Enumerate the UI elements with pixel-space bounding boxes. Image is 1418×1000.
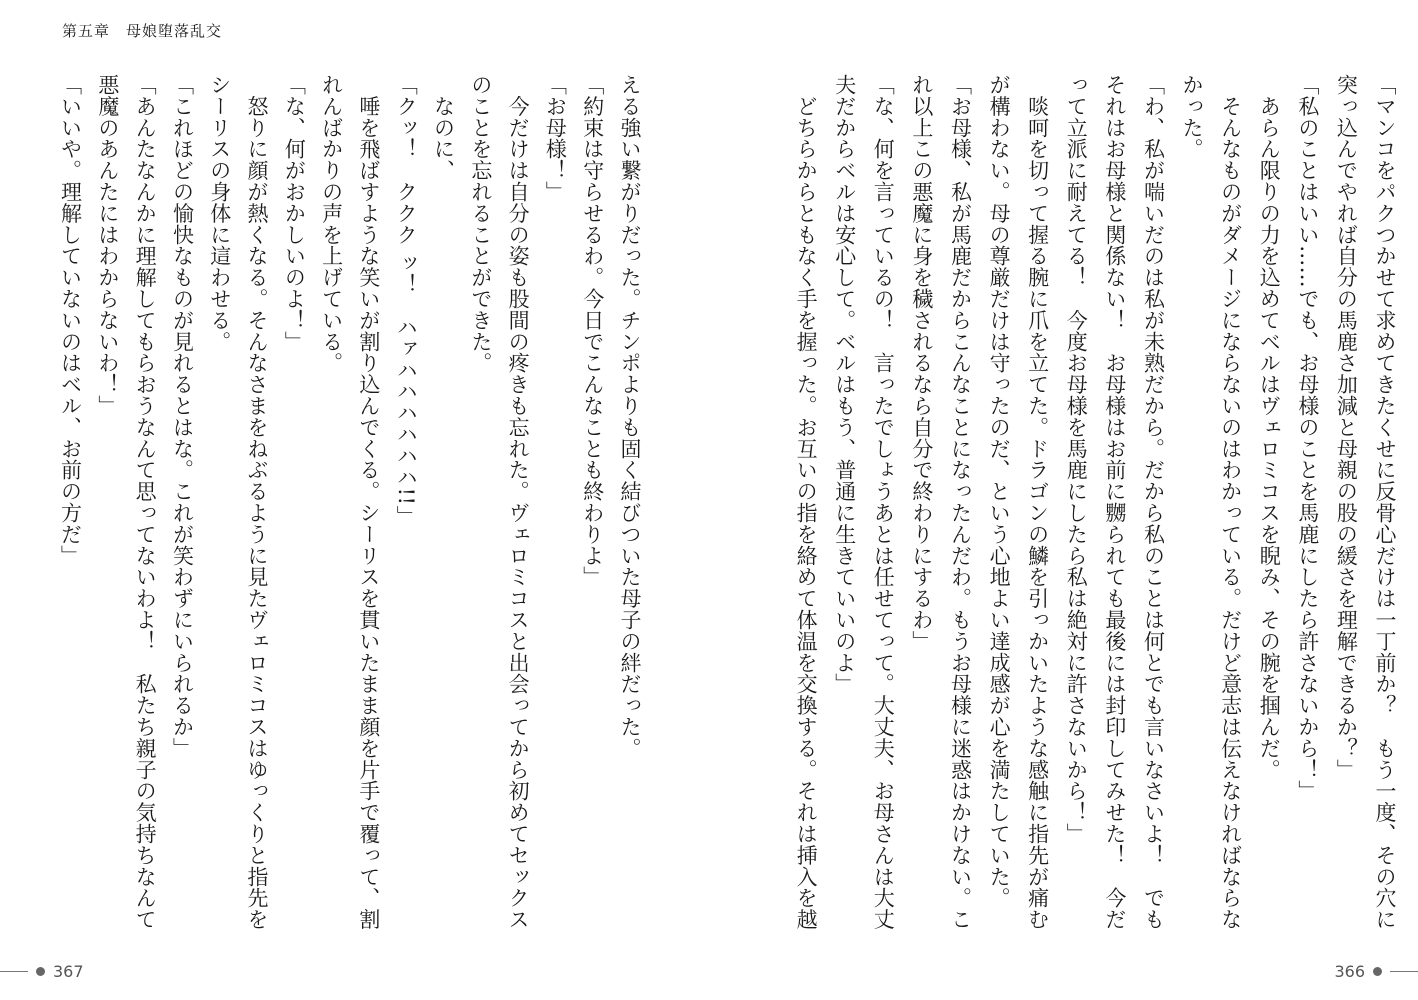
text-line: 「これほどの愉快なものが見れるとはな。これが笑わずにいられるか」 [170,74,195,759]
text-line: どちらからともなく手を握った。お互いの指を絡めて体温を交換する。それは挿入を越 [794,74,819,930]
text-line: れんばかりの声を上げている。 [319,74,344,374]
folio-dot-icon [1373,967,1382,976]
text-line: が構わない。母の尊厳だけは守ったのだ、という心地よい達成感が心を満たしていた。 [987,74,1012,909]
page-number: 367 [53,962,84,981]
text-line: 「約束は守らせるわ。今日でこんなことも終わりよ」 [580,74,605,588]
text-line: 突っ込んでやれば自分の馬鹿さ加減と母親の股の緩さを理解できるか？」 [1334,74,1359,781]
right-page-number [1334,962,1418,981]
text-line: 今だけは自分の姿も股間の疼きも忘れた。ヴェロミコスと出会ってから初めてセックス [506,74,531,930]
page-number: 366 [1334,962,1365,981]
text-line: 「な、何を言っているの！ 言ったでしょうあとは任せてって。大丈夫、お母さんは大丈 [871,74,896,930]
text-line: かった。 [1180,74,1205,160]
left-page-text [51,74,648,954]
text-line: 啖呵を切って握る腕に爪を立てた。ドラゴンの鱗を引っかいたような感触に指先が痛む [1025,74,1050,930]
folio-rule [0,971,28,972]
text-line: なのに、 [431,74,456,181]
text-line: そんなものがダメージにならないのはわかっている。だけど意志は伝えなければならな [1218,74,1243,930]
chapter-header: 第五章 母娘堕落乱交 [62,22,223,40]
text-line: 「マンコをパクつかせて求めてきたくせに反骨心だけは一丁前か？ もう一度、その穴に [1373,74,1397,930]
text-line: それはお母様と関係ない！ お母様はお前に嬲られても最後には封印してみせた！ 今だ [1102,74,1127,930]
text-line: 唾を飛ばすような笑いが割り込んでくる。シーリスを貫いたまま顔を片手で覆って、割 [356,74,381,930]
text-line: 「私のことはいい……でも、お母様のことを馬鹿にしたら許さないから！」 [1295,74,1320,802]
text-line: れ以上この悪魔に身を穢されるなら自分で終わりにするわ」 [909,74,934,652]
text-line: 悪魔のあんたにはわからないわ！」 [95,74,120,417]
text-line: 怒りに顔が熱くなる。そんなさまをねぶるように見たヴェロミコスはゆっくりと指先を [245,74,270,930]
text-line: あらん限りの力を込めてベルはヴェロミコスを睨み、その腕を掴んだ。 [1257,74,1282,781]
text-line: 「あんたなんかに理解してもらおうなんて思ってないわよ！ 私たち親子の気持ちなんて [133,74,158,930]
folio-rule [1390,971,1418,972]
text-line: 夫だからベルは安心して。ベルはもう、普通に生きていいのよ」 [832,74,857,695]
left-page-number [0,962,84,981]
folio-dot-icon [36,967,45,976]
text-line: シーリスの身体に這わせる。 [207,74,232,353]
text-line: 「クッ！ ククク ッ！ ハァハハハハハハ!!」 [394,74,419,527]
text-line: 「いいや。理解していないのはベル、お前の方だ」 [58,74,83,567]
text-line: 「わ、私が喘いだのは私が未熟だから。だから私のことは何とでも言いなさいよ！ でも [1141,74,1166,930]
right-page-text [787,74,1405,954]
text-line: 「な、何がおかしいのよ！」 [282,74,307,353]
text-line: 「お母様！」 [543,74,568,203]
text-line: のことを忘れることができた。 [468,74,493,374]
text-line: 「お母様、私が馬鹿だからこんなことになったんだわ。もうお母様に迷惑はかけない。こ [948,74,973,930]
text-line: える強い繋がりだった。チンポよりも固く結びついた母子の絆だった。 [618,74,642,759]
text-line: って立派に耐えてる！ 今度お母様を馬鹿にしたら私は絶対に許さないから！」 [1064,74,1089,845]
